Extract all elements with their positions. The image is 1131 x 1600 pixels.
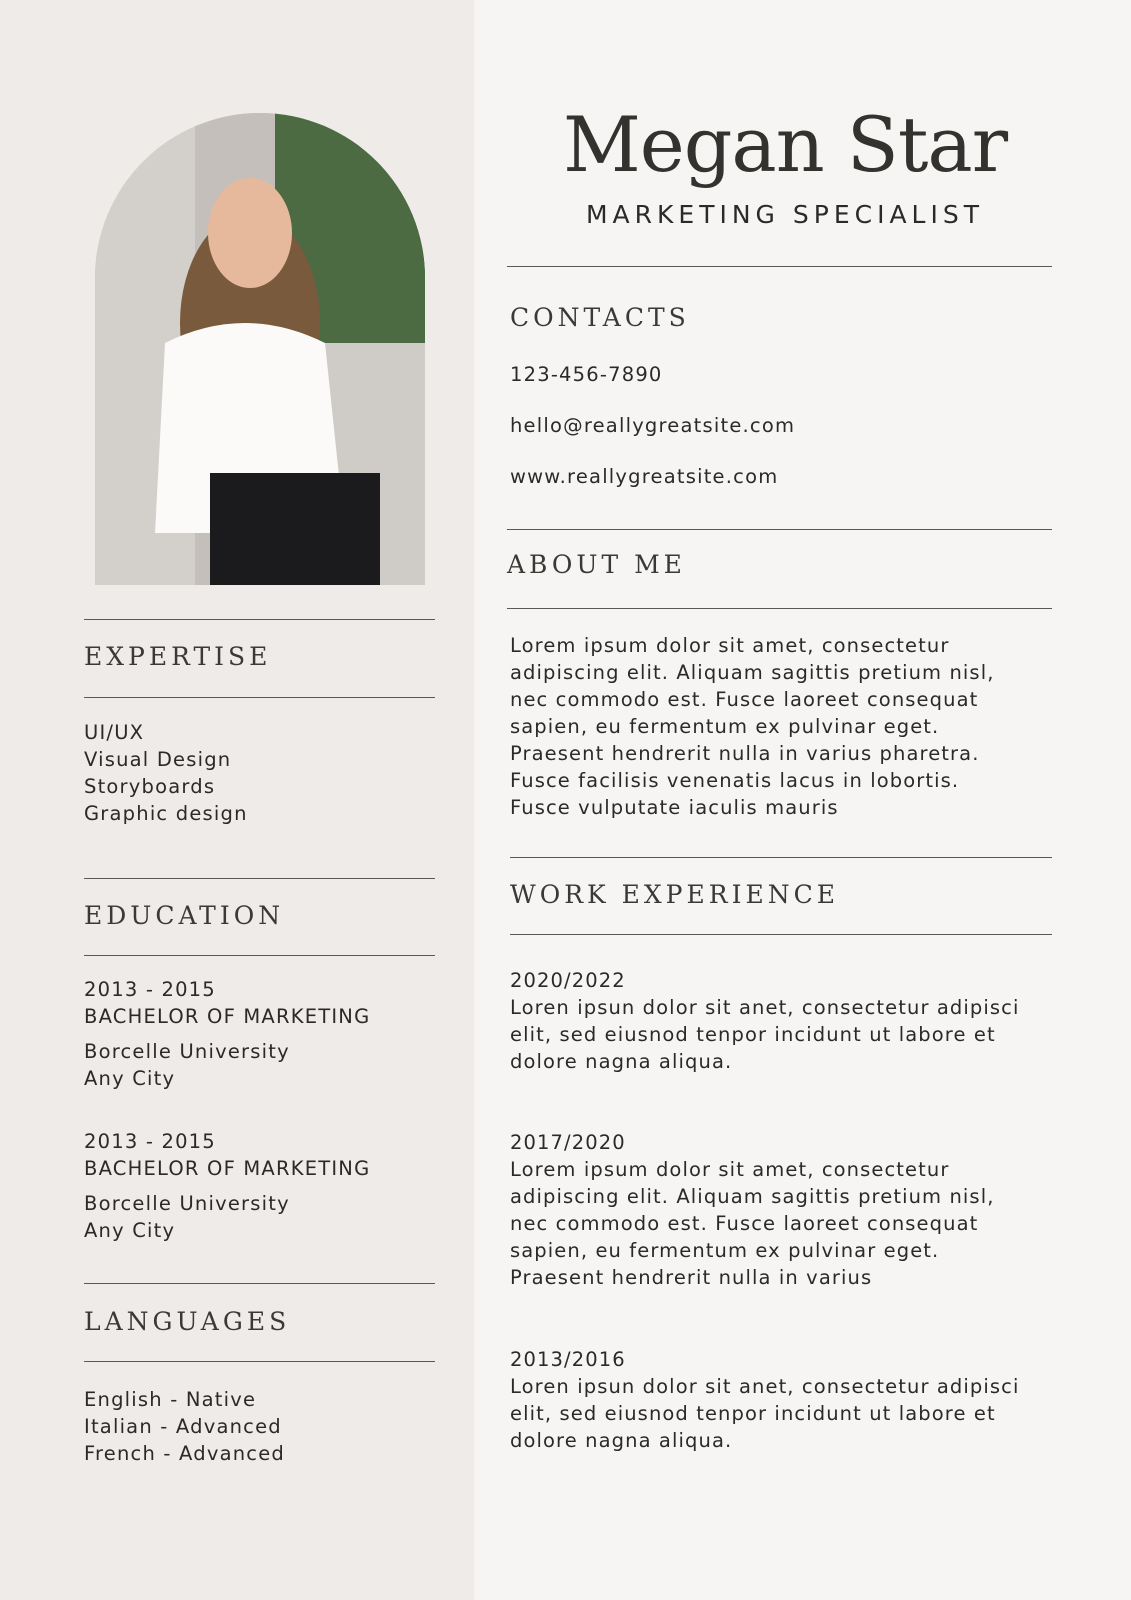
work-bottom-divider <box>510 934 1052 935</box>
work-line: Loren ipsun dolor sit anet, consectetur adipisci <box>510 996 1020 1019</box>
expertise-top-divider <box>84 619 435 620</box>
work-line: dolore nagna aliqua. <box>510 1429 733 1452</box>
contacts-title: CONTACTS <box>510 303 690 332</box>
work-line: nec commodo est. Fusce laoreet consequat <box>510 1212 979 1235</box>
about-title: ABOUT ME <box>507 550 686 579</box>
work-line: elit, sed eiusnod tenpor incidunt ut labore et <box>510 1023 996 1046</box>
language-item: English - Native <box>84 1388 257 1411</box>
education-school: Borcelle University <box>84 1040 290 1063</box>
work-line: Loren ipsun dolor sit anet, consectetur adipisci <box>510 1375 1020 1398</box>
education-degree: BACHELOR OF MARKETING <box>84 1157 371 1180</box>
person-name: Megan Star <box>562 100 1008 189</box>
work-entry <box>510 967 1020 1075</box>
expertise-list <box>84 719 248 827</box>
about-line: Lorem ipsum dolor sit amet, consectetur <box>510 634 950 657</box>
about-line: Praesent hendrerit nulla in varius pharetra. <box>510 742 980 765</box>
education-city: Any City <box>84 1219 176 1242</box>
languages-bottom-divider <box>84 1361 435 1362</box>
languages-title: LANGUAGES <box>84 1307 291 1336</box>
about-text <box>510 632 995 821</box>
work-entry <box>510 1129 995 1291</box>
contact-email: hello@reallygreatsite.com <box>510 414 796 437</box>
expertise-item: UI/UX <box>84 721 145 744</box>
about-line: nec commodo est. Fusce laoreet consequat <box>510 688 979 711</box>
work-line: Lorem ipsum dolor sit amet, consectetur <box>510 1158 950 1181</box>
job-title: MARKETING SPECIALIST <box>585 200 984 229</box>
education-entry-details <box>84 1190 290 1244</box>
education-years: 2013 - 2015 <box>84 1130 216 1153</box>
about-line: Fusce vulputate iaculis mauris <box>510 796 839 819</box>
work-line: sapien, eu fermentum ex pulvinar eget. <box>510 1239 940 1262</box>
languages-list <box>84 1386 285 1467</box>
about-bottom-divider <box>507 608 1052 609</box>
education-entry <box>84 976 370 1030</box>
about-line: sapien, eu fermentum ex pulvinar eget. <box>510 715 940 738</box>
education-bottom-divider <box>84 955 435 956</box>
expertise-item: Storyboards <box>84 775 216 798</box>
education-school: Borcelle University <box>84 1192 290 1215</box>
work-line: elit, sed eiusnod tenpor incidunt ut labore et <box>510 1402 996 1425</box>
expertise-bottom-divider <box>84 697 435 698</box>
work-entry <box>510 1346 1020 1454</box>
education-entry-details <box>84 1038 290 1092</box>
work-period: 2020/2022 <box>510 969 626 992</box>
about-top-divider <box>507 529 1052 530</box>
languages-top-divider <box>84 1283 435 1284</box>
work-top-divider <box>510 857 1052 858</box>
education-title: EDUCATION <box>84 901 285 930</box>
expertise-item: Graphic design <box>84 802 248 825</box>
education-entry <box>84 1128 370 1182</box>
education-years: 2013 - 2015 <box>84 978 216 1001</box>
work-title: WORK EXPERIENCE <box>510 880 839 909</box>
education-city: Any City <box>84 1067 176 1090</box>
language-item: Italian - Advanced <box>84 1415 282 1438</box>
work-line: adipiscing elit. Aliquam sagittis pretium nisl, <box>510 1185 995 1208</box>
contact-phone: 123-456-7890 <box>510 363 663 386</box>
header-divider <box>507 266 1052 267</box>
sidebar <box>0 0 474 1600</box>
work-period: 2017/2020 <box>510 1131 626 1154</box>
expertise-item: Visual Design <box>84 748 232 771</box>
contact-website: www.reallygreatsite.com <box>510 465 779 488</box>
work-line: dolore nagna aliqua. <box>510 1050 733 1073</box>
profile-photo <box>95 113 425 585</box>
work-period: 2013/2016 <box>510 1348 626 1371</box>
education-top-divider <box>84 878 435 879</box>
portrait-image <box>95 113 425 585</box>
about-line: Fusce facilisis venenatis lacus in lobortis. <box>510 769 960 792</box>
work-line: Praesent hendrerit nulla in varius <box>510 1266 873 1289</box>
expertise-title: EXPERTISE <box>84 642 272 671</box>
language-item: French - Advanced <box>84 1442 285 1465</box>
about-line: adipiscing elit. Aliquam sagittis pretium nisl, <box>510 661 995 684</box>
education-degree: BACHELOR OF MARKETING <box>84 1005 371 1028</box>
